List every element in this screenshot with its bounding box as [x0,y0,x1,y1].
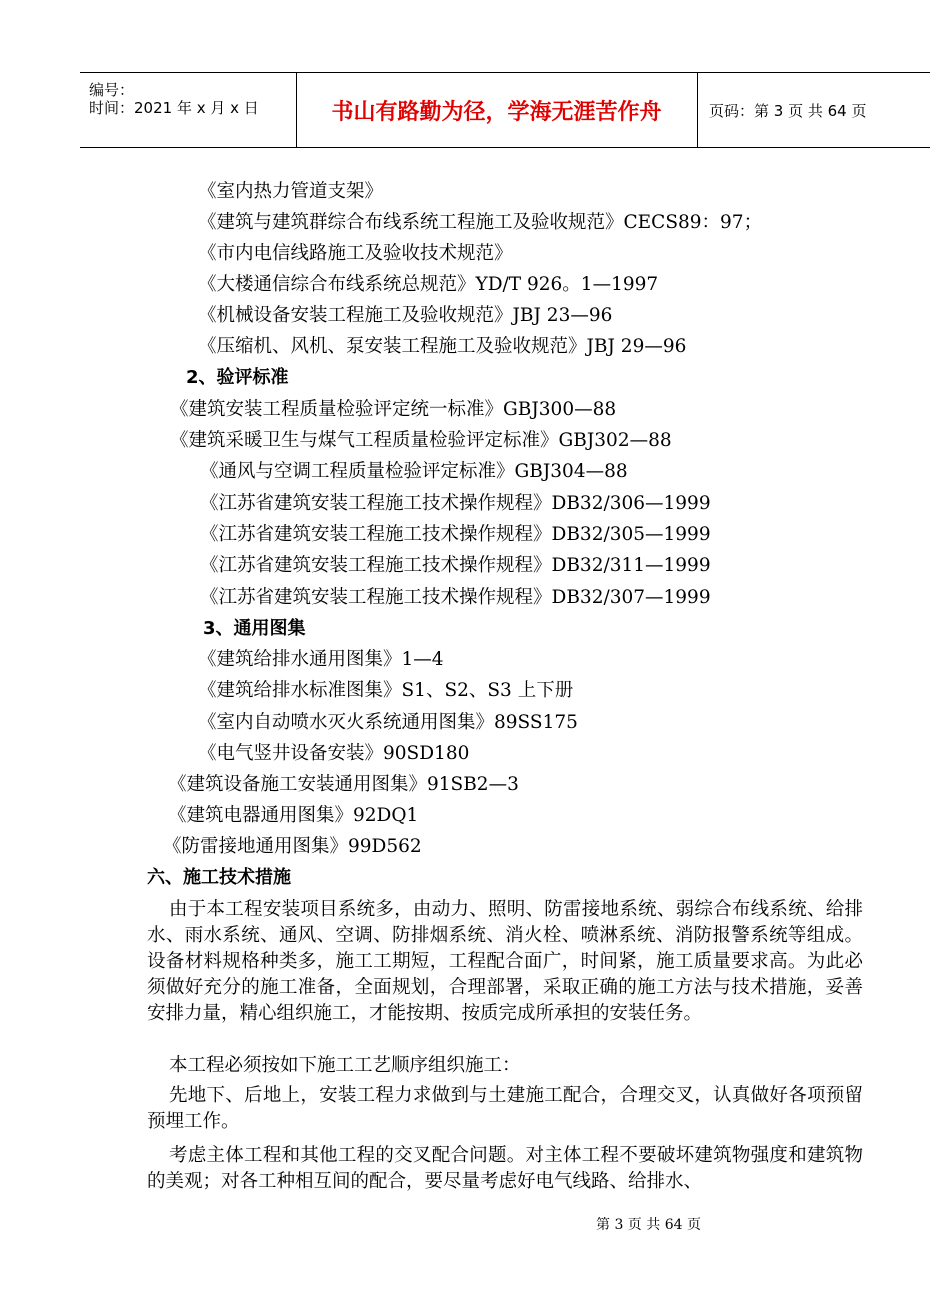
header-meta-cell [80,73,297,147]
time-label: 时间：2021 年 x 月 x 日 [89,99,259,117]
list-item: 《建筑给排水标准图集》S1、S2、S3 上下册 [198,680,574,701]
body-paragraph: 由于本工程安装项目系统多，由动力、照明、防雷接地系统、弱综合布线系统、给排水、雨水系统、通风、空调、防排烟系统、消火栓、喷淋系统、消防报警系统等组成。设备材料规格种类多，施工工期短，工程配合面广，时间紧，施工质量要求高。为此必须做好充分的施工准备，全面规划，合理部署，采取正确的施工方法与技术措施，妥善安排力量，精心组织施工，才能按期、按质完成所承担的安装任务。 [147,899,863,1024]
section-6-title: 六、施工技术措施 [147,867,291,888]
body-paragraph: 本工程必须按如下施工工艺顺序组织施工： [169,1055,521,1076]
header-page-label: 页码：第 3 页 共 64 页 [709,101,867,120]
list-item: 《防雷接地通用图集》99D562 [163,836,422,857]
section-3-title: 3、通用图集 [203,618,306,639]
list-item: 《压缩机、风机、泵安装工程施工及验收规范》JBJ 29—96 [198,336,687,357]
body-paragraph: 先地下、后地上，安装工程力求做到与土建施工配合，合理交叉，认真做好各项预留预埋工作。 [147,1085,863,1132]
number-label: 编号： [89,81,135,99]
list-item: 《通风与空调工程质量检验评定标准》GBJ304—88 [200,461,628,482]
page-header [80,72,930,148]
list-item: 《建筑设备施工安装通用图集》91SB2—3 [168,774,519,795]
list-item: 《建筑与建筑群综合布线系统工程施工及验收规范》CECS89：97； [198,212,763,233]
list-item: 《大楼通信综合布线系统总规范》YD/T 926。1—1997 [198,274,659,295]
list-item: 《江苏省建筑安装工程施工技术操作规程》DB32/307—1999 [200,587,711,608]
body-paragraph: 考虑主体工程和其他工程的交叉配合问题。对主体工程不要破坏建筑物强度和建筑物的美观；对各工种相互间的配合，要尽量考虑好电气线路、给排水、 [147,1145,863,1192]
list-item: 《机械设备安装工程施工及验收规范》JBJ 23—96 [198,305,613,326]
list-item: 《电气竖井设备安装》90SD180 [198,743,470,764]
list-item: 《江苏省建筑安装工程施工技术操作规程》DB32/306—1999 [200,493,711,514]
list-item: 《江苏省建筑安装工程施工技术操作规程》DB32/311—1999 [200,555,711,576]
list-item: 《室内热力管道支架》 [198,181,384,202]
list-item: 《建筑电器通用图集》92DQ1 [168,805,419,826]
page-footer: 第 3 页 共 64 页 [596,1217,701,1233]
list-item: 《江苏省建筑安装工程施工技术操作规程》DB32/305—1999 [200,524,711,545]
list-item: 《市内电信线路施工及验收技术规范》 [198,243,513,264]
header-motto: 书山有路勤为径，学海无涯苦作舟 [296,73,698,147]
list-item: 《建筑采暖卫生与煤气工程质量检验评定标准》GBJ302—88 [170,430,672,451]
list-item: 《建筑给排水通用图集》1—4 [198,649,444,670]
list-item: 《建筑安装工程质量检验评定统一标准》GBJ300—88 [170,399,617,420]
list-item: 《室内自动喷水灭火系统通用图集》89SS175 [198,712,578,733]
section-2-title: 2、验评标准 [186,367,289,388]
